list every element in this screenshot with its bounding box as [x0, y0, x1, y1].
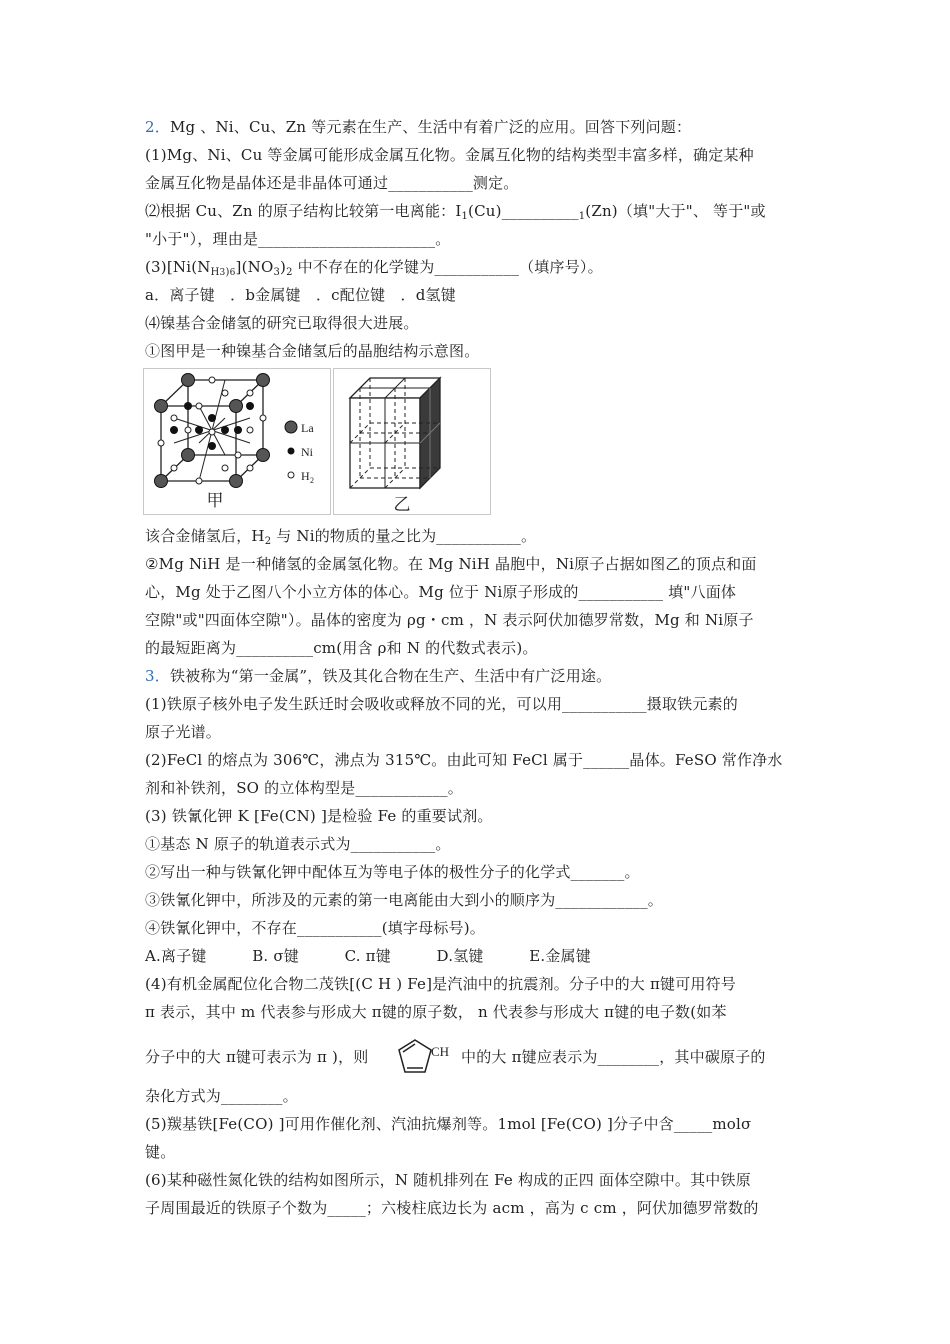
q2-p3-options: a．离子键 ．b金属键 ．c配位键 ．d氢键	[145, 286, 456, 304]
legend-h: H	[301, 469, 310, 483]
q2-ratio-post: 与 Ni的物质的量之比为___________。	[276, 527, 537, 545]
q3-p5-line2: 键。	[145, 1143, 176, 1161]
q3-p4-line4: 杂化方式为________。	[145, 1087, 298, 1105]
q2-ratio-line: 该合金储氢后，$H_2$ 与 Ni的物质的量之比为___________。	[145, 527, 537, 547]
cp-ch-label: CH	[431, 1044, 450, 1059]
q2-p2-pre: ⑵根据 Cu、Zn 的原子结构比较第一电离能：I	[145, 202, 462, 220]
q2-p2-sub1: 1	[461, 211, 469, 222]
q2-p2-line1	[145, 201, 766, 227]
q2-number: 2．	[145, 118, 170, 136]
q3-p3-1-line: ①基态 N 原子的轨道表示式为___________。	[145, 835, 451, 853]
q2-p4-1-line: ①图甲是一种镍基合金储氢后的晶胞结构示意图。	[145, 342, 480, 360]
legend-la: La	[301, 421, 314, 435]
q2-p3-post: ](NO	[235, 258, 274, 276]
q2-p4-2-line1: ②Mg NiH 是一种储氢的金属氢化物。在 Mg NiH 晶胞中，Ni原子占据如图乙的顶点和面	[145, 555, 757, 573]
q3-p3-options: A.离子键 B. σ键 C. π键 D.氢键 E.金属键	[145, 947, 591, 965]
q2-p3-sub-2: 2	[286, 267, 293, 278]
q3-p3-line: (3) 铁氰化钾 K [Fe(CN) ]是检验 Fe 的重要试剂。	[145, 807, 493, 825]
ni-legend-icon	[288, 448, 295, 455]
q3-intro-line	[145, 666, 611, 686]
q2-p1-line2: 金属互化物是晶体还是非晶体可通过___________测定。	[145, 174, 519, 192]
q2-p2-line2: "小于"），理由是_______________________。	[145, 230, 451, 248]
crystal-figures	[143, 368, 493, 516]
q3-p6-line2: 子周围最近的铁原子个数为_____；六棱柱底边长为 acm ，高为 c cm ，阿伏加德罗常数的	[145, 1199, 759, 1217]
q3-p3-2-line: ②写出一种与铁氰化钾中配体互为等电子体的极性分子的化学式_______。	[145, 863, 640, 881]
q3-p1-line1: (1)铁原子核外电子发生跃迁时会吸收或释放不同的光，可以用___________摄取铁元素的	[145, 695, 738, 713]
la-legend-icon	[285, 421, 297, 433]
q3-p4-line3-post: 中的大 π键应表示为________，其中碳原子的	[461, 1048, 766, 1066]
q2-p2-mid: (Cu)__________	[468, 202, 579, 220]
q2-intro-line	[145, 117, 691, 137]
q2-p4-2-line2: 心，Mg 处于乙图八个小立方体的体心。Mg 位于 Ni原子形成的___________ 填"八面体	[145, 583, 737, 601]
q2-p3-line: $(3)[Ni(N_{H3)6}](NO_3)_2$ 中不存在的化学键为___________（填序号）。	[145, 258, 603, 278]
q2-p3-pre: (3)[Ni(N	[145, 258, 211, 276]
q3-p3-4-line: ④铁氰化钾中，不存在___________(填字母标号)。	[145, 919, 486, 937]
q2-p4-2-line3: 空隙"或"四面体空隙"）。晶体的密度为 ρg・cm ，N 表示阿伏加德罗常数，Mg 和 Ni原子	[145, 611, 754, 629]
q2-p4-line: ⑷镍基合金储氢的研究已取得很大进展。	[145, 314, 419, 332]
q3-p3-3-line: ③铁氰化钾中，所涉及的元素的第一电离能由大到小的顺序为____________。	[145, 891, 664, 909]
q2-ratio-pre: 该合金储氢后，H	[145, 527, 265, 545]
q3-p5-line1: (5)羰基铁[Fe(CO) ]可用作催化剂、汽油抗爆剂等。1mol [Fe(CO) ]分子中含_____molσ	[145, 1115, 752, 1133]
q2-p4-2-line4: 的最短距离为__________cm(用含 ρ和 N 的代数式表示)。	[145, 639, 538, 657]
q3-p4-line2: π 表示，其中 m 代表参与形成大 π键的原子数， n 代表参与形成大 π键的电子数(如苯	[145, 1003, 727, 1021]
figure-yi	[334, 369, 491, 516]
q2-p3-sub-no3: 3	[273, 267, 281, 278]
svg-text:2: 2	[310, 476, 314, 485]
q3-p1-line2: 原子光谱。	[145, 723, 222, 741]
q2-p2-sub2: 1	[578, 211, 586, 222]
cyclopentadiene-structure	[395, 1036, 457, 1080]
figure-jia	[144, 369, 331, 515]
q2-intro: Mg 、Ni、Cu、Zn 等元素在生产、生活中有着广泛的应用。回答下列问题：	[169, 118, 692, 136]
q2-p3-sub-nh3: H3)6	[210, 267, 236, 278]
legend-ni: Ni	[301, 445, 313, 459]
q3-p2-line2: 剂和补铁剂，SO 的立体构型是____________。	[145, 779, 463, 797]
q2-p2-post: (Zn)（填"大于"、 等于"或	[585, 202, 766, 220]
label-jia: 甲	[206, 491, 224, 511]
q3-p4-line3-pre: 分子中的大 π键可表示为 π )，则	[145, 1048, 369, 1066]
h-legend-icon	[288, 472, 294, 478]
q3-number: 3．	[145, 667, 170, 685]
q3-intro: 铁被称为“第一金属”，铁及其化合物在生产、生活中有广泛用途。	[169, 667, 612, 685]
q2-p1-line1: (1)Mg、Ni、Cu 等金属可能形成金属互化物。金属互化物的结构类型丰富多样，确定某种	[145, 146, 754, 164]
q3-p4-line1: (4)有机金属配位化合物二茂铁[(C H ) Fe]是汽油中的抗震剂。分子中的大 π键可用符号	[145, 975, 737, 993]
q3-p6-line1: (6)某种磁性氮化铁的结构如图所示，N 随机排列在 Fe 构成的正四 面体空隙中。其中铁原	[145, 1171, 751, 1189]
q2-p3-end: 中不存在的化学键为___________（填序号）。	[297, 258, 603, 276]
q3-p2-line1: (2)FeCl 的熔点为 306℃，沸点为 315℃。由此可知 FeCl 属于______晶体。FeSO 常作净水	[145, 751, 783, 769]
label-yi: 乙	[393, 495, 411, 515]
